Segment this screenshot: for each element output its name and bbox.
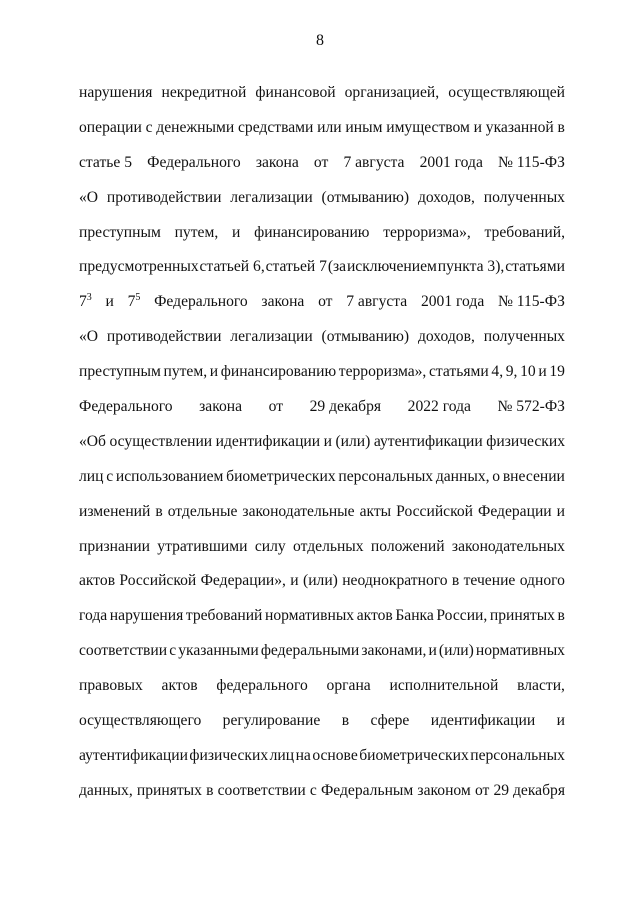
word: отдельные: [167, 502, 238, 520]
word: аутентификации: [373, 432, 483, 450]
word: средствами: [237, 118, 314, 136]
word: «Об: [79, 432, 106, 450]
word: 7 августа: [343, 153, 405, 171]
word: 29 декабря: [309, 398, 382, 416]
text-line: [79, 152, 565, 187]
word: (отмыванию): [321, 328, 410, 346]
word: 2022 года: [407, 398, 471, 416]
word: № 572-ФЗ: [497, 398, 565, 416]
word: осуществляющей: [448, 84, 565, 101]
word: 7 августа: [346, 293, 408, 311]
word: России,: [436, 607, 488, 625]
word: полученных: [483, 328, 565, 346]
word: денежными: [156, 118, 235, 136]
word: биометрических: [359, 746, 469, 764]
word: биометрических: [226, 467, 336, 485]
word: персональных: [338, 467, 434, 485]
word: закона: [255, 153, 299, 171]
word: терроризма»,: [338, 363, 427, 381]
word: с: [145, 118, 153, 136]
superscript: 5: [135, 292, 141, 304]
word: требований: [185, 607, 263, 625]
word: противодействии: [106, 328, 222, 346]
word: правовых: [79, 677, 143, 695]
word: (или): [335, 432, 371, 450]
word: использованием: [115, 467, 224, 485]
word: легализации: [230, 328, 313, 346]
word: Федеральным: [320, 781, 414, 799]
word: нарушения: [109, 607, 184, 625]
word: Федерального: [79, 398, 173, 416]
word: федеральными: [260, 642, 360, 660]
text-line: [79, 570, 565, 605]
word: путем,: [174, 223, 219, 241]
word: и: [538, 363, 547, 381]
text-line: [79, 117, 565, 152]
word-base: 7: [127, 293, 136, 311]
word: силу: [254, 537, 286, 555]
word: 4,: [491, 363, 504, 381]
word: преступным: [79, 363, 161, 381]
word: от: [318, 293, 333, 311]
word: статьями: [428, 363, 489, 381]
word: года: [79, 607, 108, 625]
text-line: [79, 187, 565, 222]
word: доходов,: [417, 188, 475, 206]
word: пункта 3),: [437, 258, 505, 276]
word: Федерации: [478, 502, 552, 520]
word: нормативных: [264, 607, 355, 625]
word: «О: [79, 328, 99, 346]
text-line: [79, 396, 565, 431]
word: в: [557, 118, 565, 136]
text-line: [79, 466, 565, 501]
word: осуществляющего: [79, 712, 202, 730]
word: неоднократного: [342, 572, 448, 590]
word: или: [317, 118, 342, 136]
word: 9,: [505, 363, 518, 381]
word: идентификации: [215, 432, 321, 450]
text-line: [79, 745, 565, 780]
word: регулирование: [222, 712, 321, 730]
word: терроризма»,: [383, 223, 471, 241]
word: некредитной: [161, 84, 247, 101]
word: данных,: [435, 467, 490, 485]
word: основе: [312, 746, 358, 764]
word: персональных: [470, 746, 565, 764]
word: (отмыванию): [321, 188, 410, 206]
word: и: [556, 502, 565, 520]
text-line: [79, 780, 565, 815]
word: Российской: [119, 572, 197, 590]
word: организацией,: [344, 84, 440, 101]
word: имуществом: [386, 118, 470, 136]
word: законом: [417, 781, 471, 799]
word-base: 7: [79, 293, 87, 311]
word: в: [557, 607, 565, 625]
word: финансовой: [255, 84, 336, 101]
word: данных,: [79, 781, 133, 799]
word: доходов,: [417, 328, 475, 346]
word: и: [473, 118, 483, 136]
word: противодействии: [106, 188, 222, 206]
word: физических: [189, 746, 269, 764]
word: исполнительной: [389, 677, 499, 695]
word: [79, 291, 92, 326]
word: закона: [261, 293, 305, 311]
word: статье 5: [79, 153, 132, 171]
word: принятых: [136, 781, 202, 799]
word: в: [451, 572, 460, 590]
word: финансированию: [220, 363, 337, 381]
superscript: 3: [86, 292, 92, 304]
word: на: [295, 746, 311, 764]
word: положений: [370, 537, 445, 555]
word: (или): [303, 572, 338, 590]
word: № 115-ФЗ: [497, 293, 565, 311]
word: о: [492, 467, 501, 485]
word: в: [341, 712, 350, 730]
word: (за: [327, 258, 347, 276]
word: законодательные: [242, 502, 355, 520]
word: от: [313, 153, 329, 171]
word: органа: [326, 677, 371, 695]
word: полученных: [483, 188, 565, 206]
word: законами,: [361, 642, 427, 660]
word: 10: [520, 363, 536, 381]
word: с: [106, 467, 114, 485]
word: Федерации»,: [200, 572, 286, 590]
word: законодательных: [451, 537, 565, 555]
word: идентификации: [430, 712, 536, 730]
word: и: [428, 642, 437, 660]
word: актов: [161, 677, 198, 695]
word: легализации: [230, 188, 313, 206]
text-line: [79, 675, 565, 710]
word: и: [231, 223, 241, 241]
word: закона: [199, 398, 243, 416]
word: осуществлении: [109, 432, 213, 450]
word: в: [155, 502, 163, 520]
word: преступным: [79, 223, 161, 241]
word: требований,: [484, 223, 565, 241]
word: финансированию: [254, 223, 370, 241]
word: отдельных: [293, 537, 364, 555]
word: и: [323, 432, 332, 450]
word: актов: [79, 572, 116, 590]
word: акты: [359, 502, 392, 520]
word: с: [309, 781, 317, 799]
word: указанными: [178, 642, 259, 660]
word: течение: [463, 572, 516, 590]
word: аутентификации: [79, 746, 188, 764]
word: и: [290, 572, 299, 590]
word: Федерального: [147, 153, 241, 171]
word: нормативных: [475, 642, 565, 660]
text-line: [79, 222, 565, 257]
word: и: [556, 712, 565, 730]
word: внесении: [502, 467, 565, 485]
word: Банка: [395, 607, 434, 625]
word: лиц: [269, 746, 295, 764]
document-body: [79, 82, 565, 815]
text-line: [79, 291, 565, 326]
word: изменений: [79, 502, 151, 520]
word: физических: [486, 432, 565, 450]
word: 2001 года: [419, 153, 483, 171]
word: федерального: [216, 677, 308, 695]
word: признании: [79, 537, 150, 555]
word: и: [209, 363, 219, 381]
word: и: [105, 293, 114, 311]
word: исключением: [346, 258, 437, 276]
word: в: [206, 781, 214, 799]
text-line: [79, 361, 565, 396]
word: актов: [356, 607, 393, 625]
word: статьей 7: [265, 258, 327, 276]
word: предусмотренных: [79, 258, 199, 276]
text-line: [79, 640, 565, 675]
word: [128, 291, 141, 326]
text-line: [79, 501, 565, 536]
word: Российской: [396, 502, 474, 520]
word: соответствии: [79, 642, 168, 660]
word: принятых: [489, 607, 555, 625]
word: утратившими: [157, 537, 248, 555]
text-line: [79, 82, 565, 117]
text-line: [79, 256, 565, 291]
word: нарушения: [79, 84, 153, 101]
word: статьями: [505, 258, 565, 276]
word: иным: [345, 118, 383, 136]
word: 29 декабря: [493, 781, 565, 799]
word: с: [169, 642, 177, 660]
text-line: [79, 536, 565, 571]
word: «О: [79, 188, 99, 206]
word: (или): [438, 642, 474, 660]
word: № 115-ФЗ: [498, 153, 565, 171]
word: указанной: [485, 118, 554, 136]
word: Федерального: [154, 293, 248, 311]
word: одного: [519, 572, 565, 590]
word: операции: [79, 118, 142, 136]
word: лиц: [79, 467, 104, 485]
text-line: [79, 710, 565, 745]
word: от: [268, 398, 284, 416]
text-line: [79, 326, 565, 361]
word: сфере: [370, 712, 410, 730]
text-line: [79, 431, 565, 466]
word: 19: [549, 363, 565, 381]
word: путем,: [163, 363, 208, 381]
text-line: [79, 605, 565, 640]
word: 2001 года: [420, 293, 485, 311]
word: соответствии: [217, 781, 306, 799]
word: власти,: [517, 677, 565, 695]
word: от: [474, 781, 490, 799]
word: статьей 6,: [199, 258, 265, 276]
page-number: 8: [316, 32, 324, 49]
